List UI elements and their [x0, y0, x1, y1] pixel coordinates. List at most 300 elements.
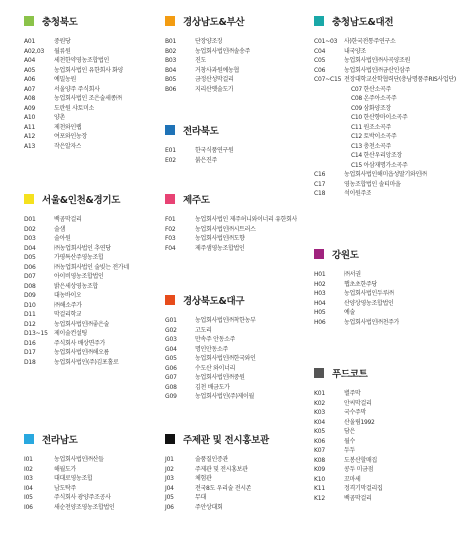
booth-name: 사)한국전통주연구소 — [344, 38, 396, 45]
section-title: 강원도 — [332, 250, 359, 261]
booth-code: B02 — [165, 47, 177, 55]
booth-name: 백곰막걸리 — [54, 216, 82, 223]
booth-code: D11 — [24, 311, 36, 318]
booth-name: C09 삼화양조장 — [351, 104, 392, 112]
booth-name: 농업회사법인 제주허니와이너리 유한회사 — [195, 216, 298, 223]
booth-name: 술아원 — [54, 235, 71, 242]
booth-code: J02 — [165, 465, 174, 473]
booth-name: 서울양주 주식회사 — [54, 85, 100, 93]
booth-name: 담은 — [344, 428, 355, 435]
section-title: 충청남도&대전 — [332, 17, 394, 28]
booth-row — [314, 123, 470, 133]
booth-name: 제천와인랩 — [54, 123, 82, 131]
booth-code: H02 — [314, 280, 326, 288]
booth-code: A02,03 — [24, 47, 45, 55]
booth-code: I06 — [24, 503, 33, 511]
booth-row — [24, 503, 154, 513]
booth-row — [24, 37, 154, 47]
booth-name: 농업회사법인(주)제이월 — [195, 393, 255, 400]
booth-code: K02 — [314, 399, 325, 407]
booth-code — [314, 123, 344, 133]
booth-code: I02 — [24, 465, 33, 473]
booth-name: 가평특산주영농조합 — [54, 254, 104, 261]
section-title: 서울&인천&경기도 — [42, 195, 121, 206]
booth-name: 정격기막걸리집 — [344, 485, 383, 492]
booth-row — [165, 345, 305, 355]
booth-row — [24, 56, 154, 66]
section-title: 주제관 및 전시홍보관 — [183, 435, 269, 446]
booth-name: 작은알자스 — [54, 142, 82, 150]
booth-name: 만속주 안동소주 — [195, 336, 236, 343]
booth-code: F02 — [165, 225, 176, 233]
booth-code: H06 — [314, 318, 326, 326]
section-title: 전라북도 — [183, 126, 219, 137]
booth-name: 내국양조 — [344, 47, 366, 55]
region-section-jeonbuk — [165, 123, 305, 165]
region-section-chungbuk — [24, 14, 154, 151]
booth-code: K03 — [314, 409, 325, 416]
booth-row — [314, 389, 470, 399]
booth-code: D10 — [24, 301, 36, 309]
booth-name: ㈜해소주가 — [54, 301, 82, 309]
booth-name: 산양상영농조합법인 — [344, 299, 394, 307]
booth-code: B01 — [165, 38, 177, 45]
booth-name: 농업회사법인㈜착한농부 — [195, 317, 256, 324]
booth-code: H03 — [314, 290, 326, 297]
booth-row — [314, 427, 470, 437]
region-section-chungnam-daejeon — [314, 14, 470, 199]
booth-name: 전국8도 우리술 전시존 — [195, 484, 252, 492]
booth-name: 한국식품연구원 — [195, 147, 234, 154]
booth-row — [314, 151, 470, 161]
booth-code: G07 — [165, 374, 177, 381]
booth-row — [24, 310, 154, 320]
booth-row — [24, 66, 154, 76]
booth-row — [314, 280, 470, 290]
booth-code — [314, 132, 344, 142]
booth-name: 콩두 미금점 — [344, 466, 374, 473]
booth-code: C17 — [314, 180, 326, 188]
booth-code: A06 — [24, 76, 36, 83]
booth-code: H05 — [314, 309, 326, 316]
booth-row — [165, 234, 310, 244]
booth-name: 농업회사법인해미읍성딸기와인㈜ — [344, 171, 427, 178]
booth-row — [314, 299, 470, 309]
section-title: 경상남도&부산 — [183, 17, 245, 28]
booth-row — [314, 66, 470, 76]
booth-code: K08 — [314, 456, 325, 464]
booth-name: 대대로영농조합 — [54, 475, 93, 482]
section-title: 제주도 — [183, 195, 210, 206]
booth-name: 영농조합법인 솔티마을 — [344, 180, 401, 188]
booth-row — [314, 318, 470, 328]
booth-code: A12 — [24, 133, 36, 140]
booth-name: 예밀농원 — [54, 76, 76, 83]
color-swatch-icon — [24, 434, 34, 444]
booth-name: 농업회사법인 조은술세종㈜ — [54, 95, 122, 102]
booth-name: 전장대학교산학협력단(충남명품주RIS사업단) — [344, 76, 456, 83]
booth-row — [314, 85, 470, 95]
booth-name: 농업회사법인㈜산들 — [54, 456, 104, 463]
booth-row — [24, 358, 154, 368]
color-swatch-icon — [314, 368, 324, 378]
booth-list — [165, 316, 305, 402]
booth-row — [314, 75, 470, 85]
booth-row — [24, 320, 154, 330]
booth-code: B06 — [165, 85, 177, 93]
booth-row — [24, 85, 154, 95]
booth-code: C06 — [314, 66, 326, 74]
booth-row — [24, 94, 154, 104]
booth-name: 농업회사법인㈜시트러스 — [195, 225, 256, 233]
section-header — [314, 366, 470, 380]
region-section-gyeongbuk-daegu — [165, 293, 305, 402]
booth-row — [314, 180, 470, 190]
booth-row — [314, 37, 470, 47]
booth-code: J05 — [165, 494, 174, 501]
booth-row — [165, 335, 305, 345]
booth-code: B03 — [165, 57, 177, 64]
booth-row — [314, 484, 470, 494]
region-section-food-court — [314, 366, 470, 503]
booth-row — [24, 301, 154, 311]
booth-code: K05 — [314, 428, 325, 435]
booth-name: 아이비영농조합법인 — [54, 273, 104, 280]
booth-row — [314, 465, 470, 475]
booth-name: 막걸리학교 — [54, 311, 82, 318]
booth-row — [165, 316, 305, 326]
booth-name: 해월도가 — [54, 465, 76, 473]
booth-name: 농업회사법인㈜사곡양조원 — [344, 57, 411, 64]
booth-code: C07~C15 — [314, 76, 342, 83]
booth-name: 농업회사법인㈜한국와인 — [195, 355, 256, 362]
region-section-gangwon — [314, 247, 470, 327]
booth-name: 김천 배금도가 — [195, 383, 230, 391]
booth-row — [165, 474, 305, 484]
booth-code: F01 — [165, 216, 176, 223]
booth-code: J01 — [165, 456, 174, 463]
booth-name: ㈜농업회사법인 추연당 — [54, 244, 111, 252]
booth-code: K01 — [314, 390, 325, 397]
booth-code: A05 — [24, 66, 36, 74]
booth-code: E02 — [165, 156, 176, 164]
booth-row — [314, 94, 470, 104]
section-header — [165, 432, 305, 446]
booth-name: 주식회사 광양주조공사 — [54, 494, 111, 501]
booth-code: A10 — [24, 114, 36, 121]
booth-code: J04 — [165, 484, 174, 492]
booth-row — [165, 455, 305, 465]
booth-code: F04 — [165, 244, 176, 252]
color-swatch-icon — [165, 295, 175, 305]
booth-row — [24, 104, 154, 114]
booth-row — [24, 339, 154, 349]
booth-code — [314, 142, 344, 152]
booth-row — [24, 465, 154, 475]
booth-name: 여포와인농장 — [54, 133, 87, 140]
booth-code: K10 — [314, 475, 325, 483]
booth-row — [24, 123, 154, 133]
booth-code: G08 — [165, 383, 177, 391]
booth-name: 도란원 샤토미소 — [54, 104, 95, 112]
booth-row — [165, 465, 305, 475]
booth-name: 거창사과원예농협 — [195, 66, 239, 74]
booth-code: D08 — [24, 282, 36, 290]
booth-name: 농업회사법인㈜중원 — [195, 374, 245, 381]
booth-code: F03 — [165, 235, 176, 242]
color-swatch-icon — [165, 434, 175, 444]
color-swatch-icon — [165, 16, 175, 26]
booth-name: 고도리 — [195, 326, 212, 334]
booth-code: G09 — [165, 393, 177, 400]
booth-name: 농업회사법인㈜금산인삼주 — [344, 66, 411, 74]
booth-code: A08 — [24, 95, 36, 102]
booth-code: B04 — [165, 66, 177, 74]
booth-code: G05 — [165, 355, 177, 362]
booth-row — [165, 56, 305, 66]
booth-code: B05 — [165, 76, 177, 83]
booth-row — [165, 484, 305, 494]
booth-name: 지리산옛술도가 — [195, 85, 234, 93]
booth-row — [314, 494, 470, 504]
booth-row — [165, 37, 305, 47]
booth-name: 새순천양조영농조합법인 — [54, 503, 115, 511]
booth-code: I05 — [24, 494, 33, 501]
booth-name: C15 아삼재명가소곡주 — [351, 161, 408, 169]
booth-name: 꼬마세 — [344, 475, 361, 483]
color-swatch-icon — [314, 249, 324, 259]
booth-name: C11 원조소곡주 — [351, 123, 392, 131]
booth-row — [314, 189, 470, 199]
booth-row — [165, 392, 305, 402]
booth-list — [165, 455, 305, 512]
color-swatch-icon — [165, 194, 175, 204]
booth-name: C13 충천소곡주 — [351, 142, 392, 150]
booth-row — [24, 474, 154, 484]
booth-name: 두두 — [344, 447, 355, 454]
booth-list — [165, 37, 305, 94]
booth-row — [165, 215, 310, 225]
booth-row — [24, 142, 154, 152]
booth-name: 술샘 — [54, 225, 65, 233]
booth-code: C04 — [314, 47, 326, 55]
color-swatch-icon — [314, 16, 324, 26]
booth-row — [314, 104, 470, 114]
booth-code: C05 — [314, 57, 326, 64]
booth-code — [314, 94, 344, 104]
booth-name: 제이술컨설팅 — [54, 330, 87, 337]
booth-name: 국수주막 — [344, 409, 366, 416]
booth-row — [165, 364, 305, 374]
booth-row — [165, 156, 305, 166]
region-section-jeonnam — [24, 432, 154, 512]
section-title: 푸드코트 — [332, 369, 368, 380]
booth-row — [165, 244, 310, 254]
booth-name: 백곰막걸리 — [344, 494, 372, 502]
booth-code: K06 — [314, 437, 325, 445]
booth-list — [24, 215, 154, 367]
booth-row — [24, 263, 154, 273]
booth-row — [24, 75, 154, 85]
booth-code: H01 — [314, 271, 326, 278]
booth-name: 농업회사법인(주)김포홀로 — [54, 358, 119, 366]
booth-row — [165, 503, 305, 513]
booth-row — [165, 146, 305, 156]
booth-code: C01~03 — [314, 38, 338, 45]
booth-row — [314, 289, 470, 299]
booth-row — [165, 326, 305, 336]
booth-name: 체험관 — [195, 475, 212, 482]
booth-code: K11 — [314, 485, 325, 492]
booth-code: C18 — [314, 190, 326, 197]
region-section-seoul-incheon-gyeonggi — [24, 192, 154, 367]
section-header — [165, 14, 305, 28]
booth-name: 월류원 — [54, 47, 71, 55]
booth-name: 수도산 와이너리 — [195, 364, 236, 372]
booth-name: 예술 — [344, 309, 355, 316]
booth-code — [314, 151, 344, 161]
booth-code: D09 — [24, 292, 36, 299]
booth-name: 농업회사법인㈜도향 — [195, 235, 245, 242]
booth-code: D03 — [24, 235, 36, 242]
region-section-theme-exhibition — [165, 432, 305, 512]
booth-row — [314, 113, 470, 123]
booth-row — [314, 47, 470, 57]
booth-code: J03 — [165, 475, 174, 482]
booth-row — [24, 234, 154, 244]
booth-code — [314, 161, 344, 171]
booth-name: 양촌 — [54, 114, 65, 121]
booth-row — [314, 418, 470, 428]
booth-name: 석이원주조 — [344, 190, 372, 197]
booth-code: A13 — [24, 142, 36, 150]
booth-row — [314, 456, 470, 466]
booth-code: D07 — [24, 273, 36, 280]
booth-row — [314, 408, 470, 418]
booth-row — [24, 253, 154, 263]
booth-name: ㈜농업회사법인 술빚는 전가네 — [54, 263, 129, 271]
booth-name: C07 한산소곡주 — [351, 85, 392, 93]
booth-name: 농업회사법인㈜천주가 — [344, 318, 400, 326]
booth-row — [314, 56, 470, 66]
region-section-gyeongnam-busan — [165, 14, 305, 94]
booth-code: D16 — [24, 339, 36, 347]
booth-list — [165, 146, 305, 165]
booth-code: C16 — [314, 171, 326, 178]
booth-code: D01 — [24, 216, 36, 223]
booth-row — [165, 493, 305, 503]
booth-row — [314, 142, 470, 152]
booth-code: A11 — [24, 123, 36, 131]
booth-code: G04 — [165, 345, 177, 353]
section-header — [314, 247, 470, 261]
booth-row — [314, 132, 470, 142]
booth-name: 산울림1992 — [344, 418, 375, 426]
booth-name: 주식회사 배상면주가 — [54, 339, 106, 347]
booth-row — [165, 383, 305, 393]
booth-name: 술품질인증관 — [195, 456, 228, 463]
booth-code: D12 — [24, 320, 36, 328]
booth-code: H04 — [314, 299, 326, 307]
color-swatch-icon — [24, 194, 34, 204]
booth-code: A09 — [24, 104, 36, 112]
booth-list — [165, 215, 310, 253]
booth-list — [24, 37, 154, 151]
booth-row — [24, 291, 154, 301]
booth-list — [314, 37, 470, 199]
booth-name: C08 온주아소곡주 — [351, 95, 397, 102]
booth-name: 주제관 및 전시홍보관 — [195, 465, 248, 473]
booth-code: G06 — [165, 364, 177, 372]
booth-row — [24, 282, 154, 292]
booth-row — [24, 225, 154, 235]
booth-name: 제주샘영농조합법인 — [195, 244, 245, 252]
booth-row — [165, 225, 310, 235]
booth-name: C10 한산향마이소곡주 — [351, 114, 408, 121]
booth-code: I03 — [24, 475, 33, 482]
booth-row — [24, 215, 154, 225]
booth-name: 금정산성막걸리 — [195, 76, 234, 83]
booth-name: 농업회사법인㈜좋은술 — [54, 320, 110, 328]
booth-code: A01 — [24, 38, 36, 45]
booth-row — [24, 272, 154, 282]
section-header — [24, 192, 154, 206]
booth-row — [165, 75, 305, 85]
booth-name: 대농바이오 — [54, 292, 82, 299]
booth-row — [24, 455, 154, 465]
booth-code: G02 — [165, 326, 177, 334]
booth-name: 명인안동소주 — [195, 345, 228, 353]
section-header — [314, 14, 470, 28]
booth-code: I01 — [24, 456, 33, 463]
booth-code: G01 — [165, 317, 177, 324]
booth-name: 안씨막걸리 — [344, 399, 372, 407]
booth-row — [314, 399, 470, 409]
color-swatch-icon — [165, 125, 175, 135]
booth-code: G03 — [165, 336, 177, 343]
booth-name: 무대 — [195, 494, 206, 501]
booth-name: 붉은진주 — [195, 156, 217, 164]
booth-code — [314, 104, 344, 114]
booth-code: I04 — [24, 484, 33, 492]
booth-code: D17 — [24, 349, 36, 356]
section-header — [165, 192, 310, 206]
booth-name: 별주막 — [344, 390, 361, 397]
booth-code: D02 — [24, 225, 36, 233]
booth-code: D06 — [24, 263, 36, 271]
booth-name: 주안상대회 — [195, 503, 223, 511]
booth-row — [314, 308, 470, 318]
booth-row — [24, 47, 154, 57]
booth-name: 밝은세상영농조합 — [54, 282, 98, 290]
section-title: 전라남도 — [42, 435, 78, 446]
booth-name: 농업회사법인두루㈜ — [344, 290, 394, 297]
booth-list — [24, 455, 154, 512]
booth-row — [165, 47, 305, 57]
booth-name: 남도탁주 — [54, 484, 76, 492]
booth-row — [24, 484, 154, 494]
booth-code: A07 — [24, 85, 36, 93]
booth-row — [24, 132, 154, 142]
booth-list — [314, 389, 470, 503]
booth-row — [24, 493, 154, 503]
booth-code: K07 — [314, 447, 325, 454]
booth-row — [24, 348, 154, 358]
booth-name: 월수 — [344, 437, 355, 445]
booth-code: D13~15 — [24, 330, 48, 337]
booth-code — [314, 85, 344, 95]
booth-row — [165, 373, 305, 383]
